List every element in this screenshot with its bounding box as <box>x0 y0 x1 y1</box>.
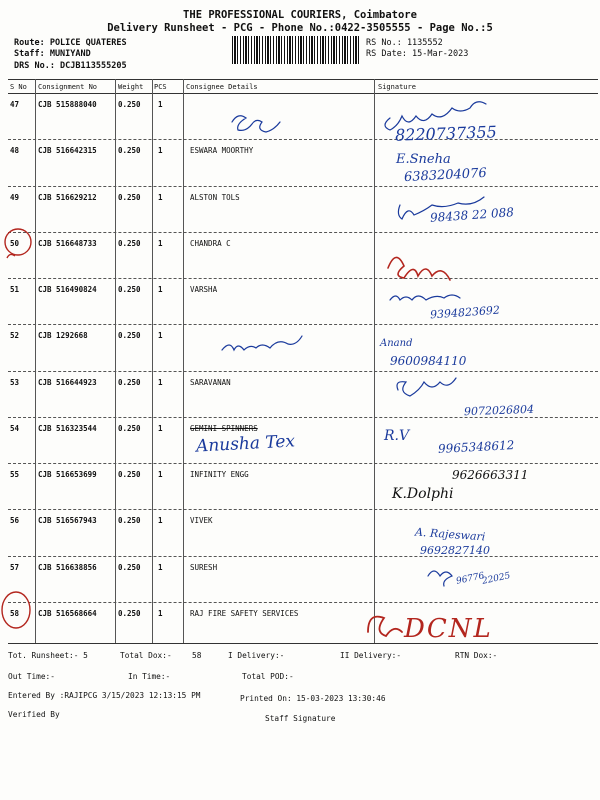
row-consignee: CHANDRA C <box>190 238 231 248</box>
row-weight: 0.250 <box>118 608 141 618</box>
rs-number: RS No.: 1135552 <box>366 38 443 48</box>
signature-name-55: K.Dolphi <box>392 486 454 502</box>
company-title: THE PROFESSIONAL COURIERS, Coimbatore <box>183 9 417 21</box>
barcode-image <box>232 36 360 64</box>
rs-date: RS Date: 15-Mar-2023 <box>366 49 469 59</box>
table-row <box>0 510 600 556</box>
signature-name-52: Anand <box>380 338 413 349</box>
row-weight: 0.250 <box>118 562 141 572</box>
row-consignment-no: CJB 516567943 <box>38 516 97 526</box>
row-consignee: ALSTON TOLS <box>190 192 240 202</box>
rtn-dox-label: RTN Dox:- <box>455 651 498 660</box>
row-sno: 48 <box>10 146 20 156</box>
table-top-rule <box>8 79 598 80</box>
ii-delivery-label: II Delivery:- <box>340 651 402 660</box>
row-weight: 0.250 <box>118 192 141 202</box>
row-pcs: 1 <box>158 423 163 433</box>
table-row <box>0 233 600 279</box>
row-sno: 58 <box>10 608 20 618</box>
signature-text-58: DCNL <box>404 614 493 644</box>
signature-text-57a: 96776 <box>455 571 486 587</box>
row-consignee: INFINITY ENGG <box>190 470 249 479</box>
row-consignment-no: CJB 516648733 <box>38 238 97 248</box>
col-header-weight: Weight <box>118 83 144 91</box>
row-weight: 0.250 <box>118 516 141 526</box>
i-delivery-label: I Delivery:- <box>228 651 285 660</box>
total-dox-count: 58 <box>192 651 202 660</box>
row-pcs: 1 <box>158 608 163 618</box>
row-sno: 54 <box>10 423 20 433</box>
signature-phone-48: 6383204076 <box>403 165 488 186</box>
row-sno: 57 <box>10 562 20 572</box>
in-time-label: In Time:- <box>128 672 171 681</box>
row-sno: 56 <box>10 516 20 526</box>
consignee-handwritten-54: Anusha Tex <box>195 431 296 457</box>
row-pcs: 1 <box>158 146 163 156</box>
row-weight: 0.250 <box>118 100 141 109</box>
row-sno: 53 <box>10 377 20 387</box>
row-pcs: 1 <box>158 285 163 294</box>
row-sno: 55 <box>10 470 20 479</box>
row-consignee: VARSHA <box>190 285 218 294</box>
signature-name-56: A. Rajeswari <box>414 525 486 544</box>
signature-phone-55: 9626663311 <box>452 468 529 482</box>
row-sno: 49 <box>10 192 20 202</box>
drs-number: DRS No.: DCJB113555205 <box>14 61 127 71</box>
row-weight: 0.250 <box>118 238 141 248</box>
col-header-signature: Signature <box>378 83 416 91</box>
out-time-label: Out Time:- <box>8 672 55 681</box>
row-consignee: SURESH <box>190 562 218 572</box>
signature-name-48: E.Sneha <box>396 152 451 167</box>
row-consignment-no: CJB 516629212 <box>38 192 97 202</box>
row-weight: 0.250 <box>118 146 141 156</box>
row-consignee: RAJ FIRE SAFETY SERVICES <box>190 608 299 618</box>
row-consignment-no: CJB 516644923 <box>38 377 97 387</box>
row-weight: 0.250 <box>118 331 141 341</box>
row-pcs: 1 <box>158 562 163 572</box>
signature-phone-56: 9692827140 <box>420 544 490 557</box>
signature-phone-51: 9394823692 <box>429 303 501 322</box>
staff-label: Staff: MUNIYAND <box>14 49 91 59</box>
row-pcs: 1 <box>158 331 163 341</box>
route-label: Route: POLICE QUATERES <box>14 38 127 48</box>
row-pcs: 1 <box>158 377 163 387</box>
signature-phone-52: 9600984110 <box>390 354 467 368</box>
total-pod-label: Total POD:- <box>242 672 294 681</box>
total-dox-label: Total Dox:- <box>120 651 172 660</box>
col-header-pcs: PCS <box>154 83 167 91</box>
signature-initials-54: R.V <box>384 428 410 444</box>
row-consignee: GEMINI SPINNERS <box>190 423 258 433</box>
col-header-sno: S No <box>10 83 27 91</box>
row-pcs: 1 <box>158 238 163 248</box>
signature-text-57b: 22025 <box>481 571 512 587</box>
table-row <box>0 94 600 140</box>
row-sno: 47 <box>10 100 20 109</box>
table-row <box>0 325 600 371</box>
entered-by: Entered By :RAJIPCG 3/15/2023 12:13:15 PM <box>8 691 201 700</box>
table-row <box>0 279 600 325</box>
row-consignment-no: CJB 516323544 <box>38 423 97 433</box>
row-consignee: SARAVANAN <box>190 377 231 387</box>
col-header-details: Consignee Details <box>186 83 258 91</box>
row-sno: 51 <box>10 285 20 294</box>
row-sno: 52 <box>10 331 20 341</box>
total-runsheet: Tot. Runsheet:- 5 <box>8 651 88 660</box>
table-row <box>0 140 600 186</box>
row-pcs: 1 <box>158 100 163 109</box>
runsheet-subtitle: Delivery Runsheet - PCG - Phone No.:0422-3505555 - Page No.:5 <box>107 22 493 34</box>
row-sno: 50 <box>10 238 20 248</box>
row-pcs: 1 <box>158 470 163 479</box>
row-consignment-no: CJB 516638856 <box>38 562 97 572</box>
signature-phone-54: 9965348612 <box>437 438 515 456</box>
row-consignment-no: CJB 515888040 <box>38 100 97 109</box>
row-pcs: 1 <box>158 516 163 526</box>
row-consignment-no: CJB 516490824 <box>38 285 97 294</box>
signature-phone-53: 9072026804 <box>463 402 535 419</box>
signature-phone-49: 98438 22 088 <box>429 205 515 225</box>
verified-by-label: Verified By <box>8 710 60 719</box>
row-consignee: ESWARA MOORTHY <box>190 146 254 156</box>
signature-phone-47: 8220737355 <box>394 122 498 145</box>
row-consignment-no: CJB 516642315 <box>38 146 97 156</box>
row-consignment-no: CJB 516653699 <box>38 470 97 479</box>
row-consignment-no: CJB 1292668 <box>38 331 88 341</box>
row-weight: 0.250 <box>118 470 141 479</box>
row-pcs: 1 <box>158 192 163 202</box>
row-weight: 0.250 <box>118 285 141 294</box>
staff-signature-label: Staff Signature <box>265 714 336 723</box>
row-weight: 0.250 <box>118 423 141 433</box>
row-consignment-no: CJB 516568664 <box>38 608 97 618</box>
row-weight: 0.250 <box>118 377 141 387</box>
col-header-consignment: Consignment No <box>38 83 98 91</box>
row-consignee: VIVEK <box>190 516 213 526</box>
printed-on: Printed On: 15-03-2023 13:30:46 <box>240 694 386 703</box>
table-bottom-rule <box>8 643 598 644</box>
